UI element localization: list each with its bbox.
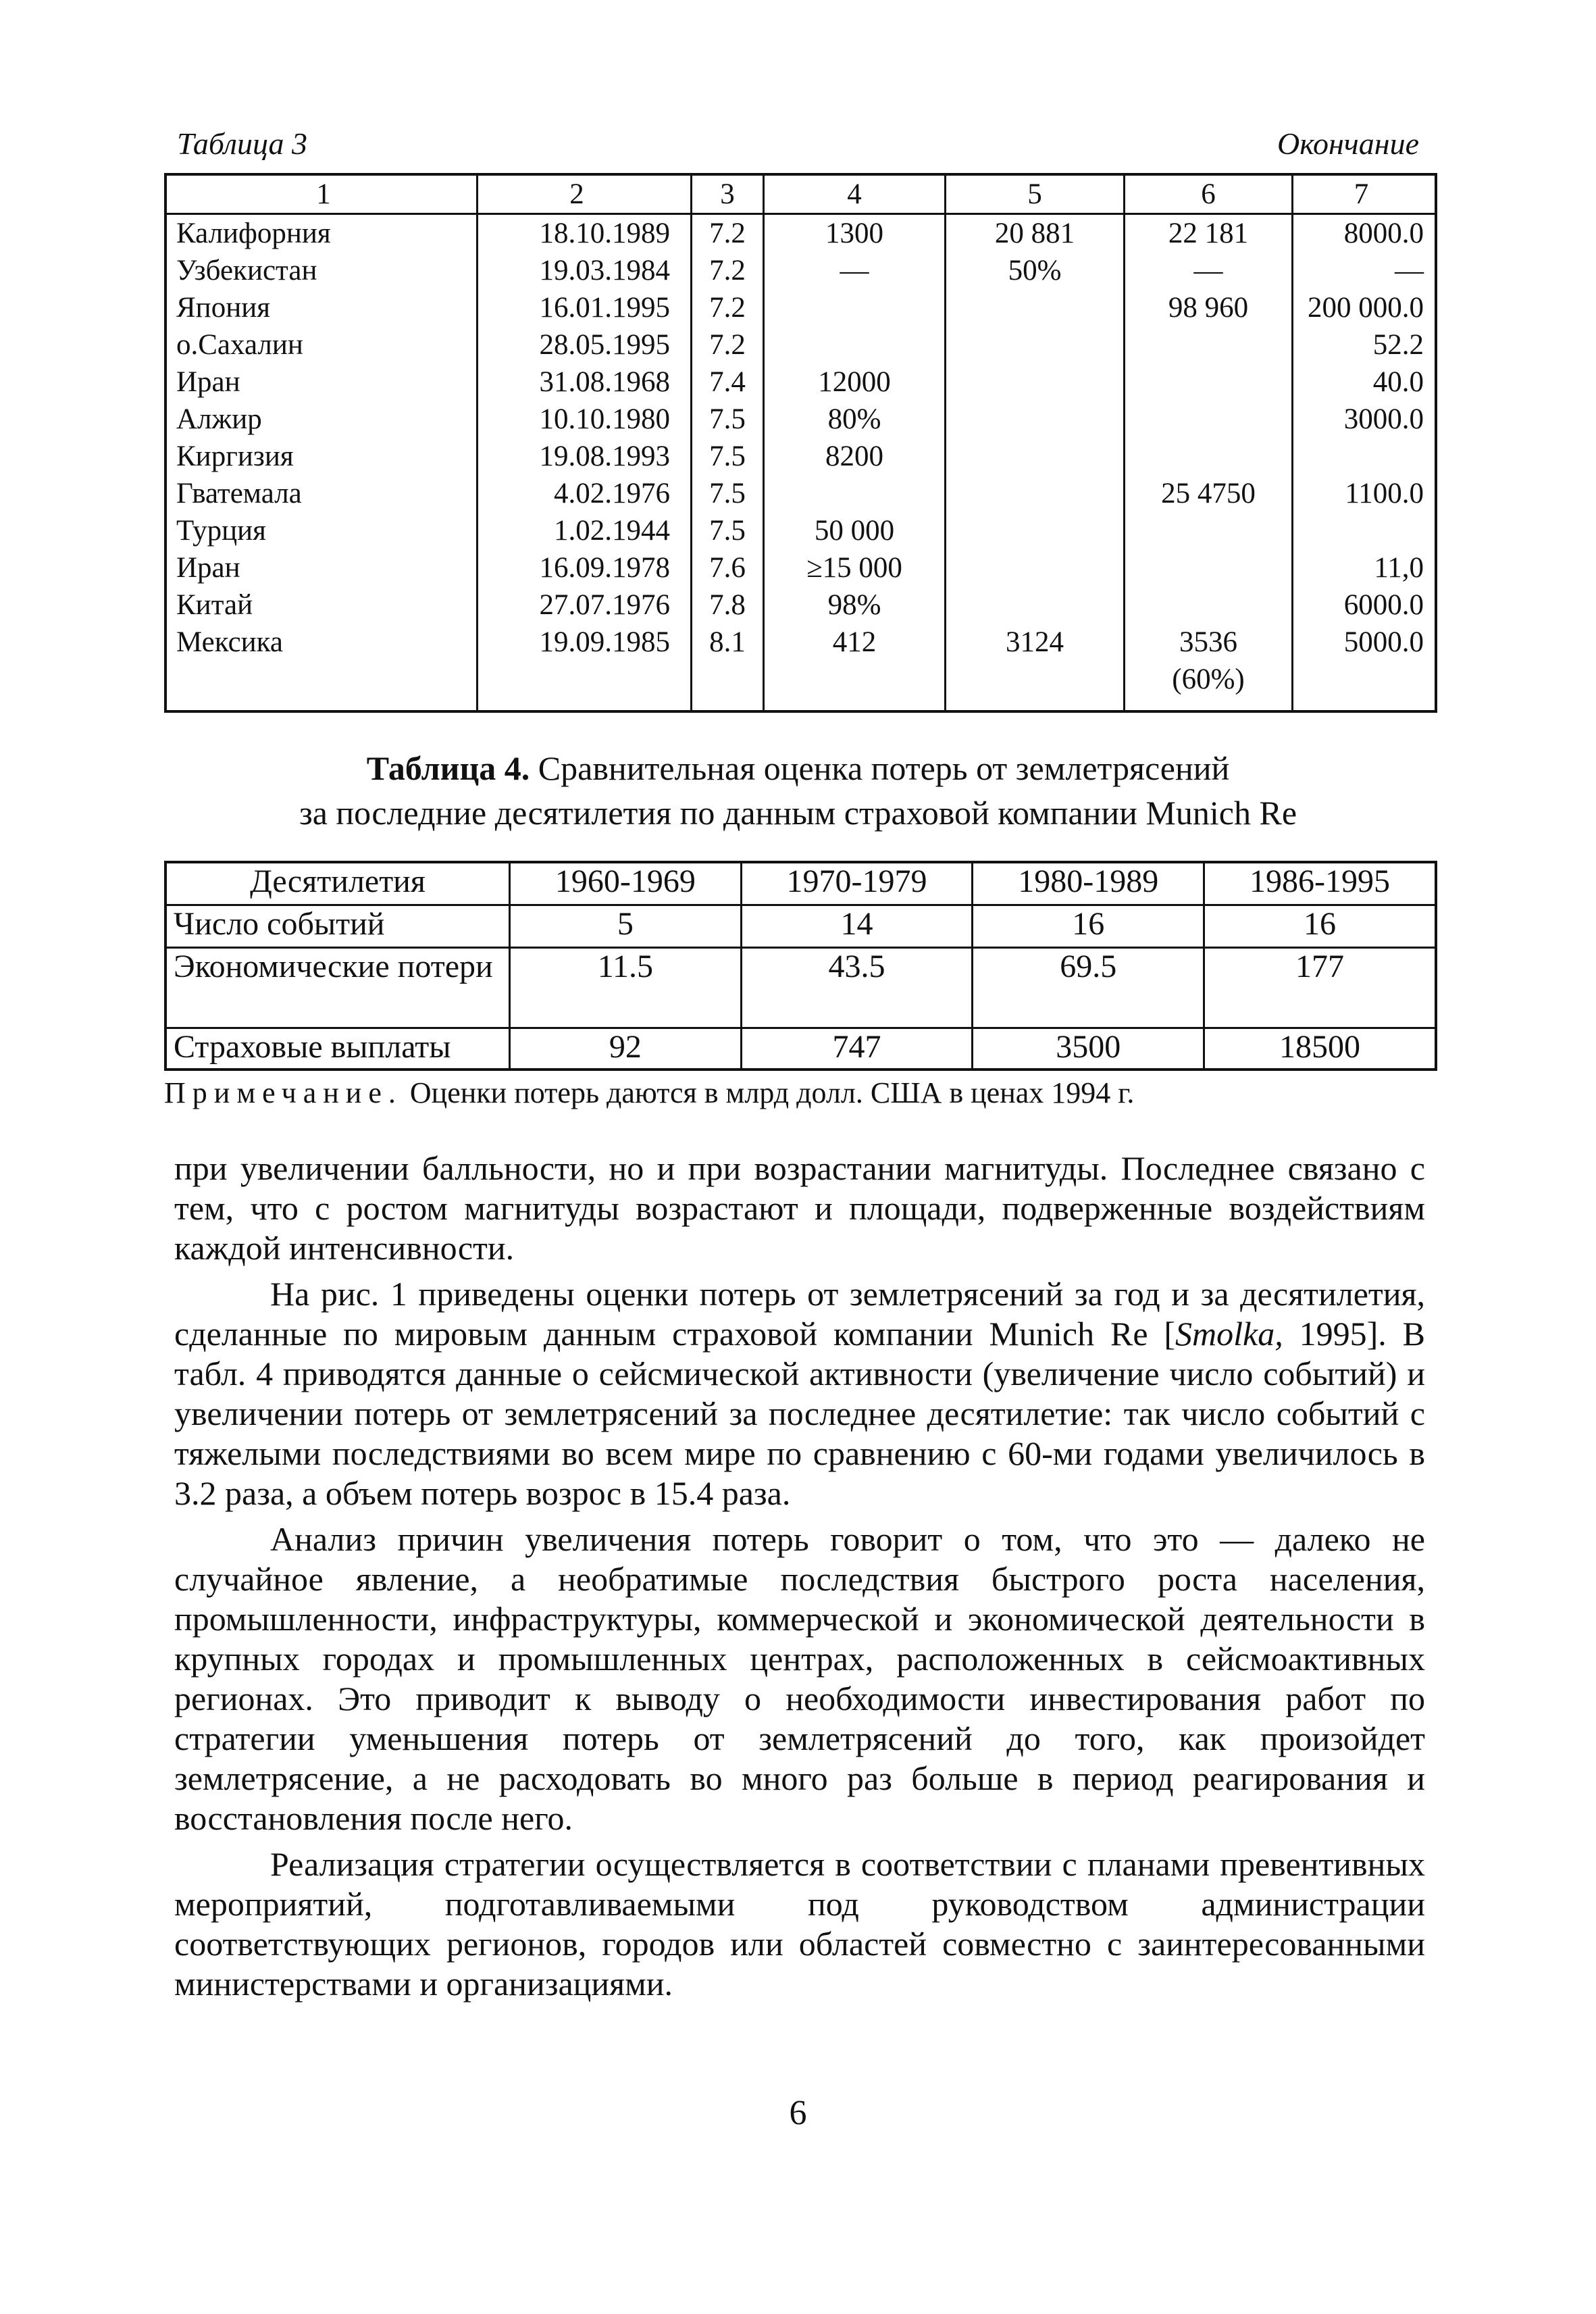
- table-cell: о.Сахалин: [165, 326, 478, 363]
- table3-header-cell: 5: [946, 174, 1125, 214]
- table-cell: Алжир: [165, 401, 478, 438]
- table-cell: 6000.0: [1293, 586, 1437, 624]
- paragraph-2-part-b: 1995]. В табл. 4 приводятся данные о сейсмической активности (увеличение число событий) и увеличении потерь от землетрясений за последнее десятилетие: так число событий с тяжелыми последствиями во всем мире по сравнению с 60-ми годами увеличилось в 3.2 раза, а объем потерь возрос в 15.4 раза.: [174, 1315, 1426, 1512]
- table-cell: [764, 289, 946, 326]
- table-cell: 8200: [764, 438, 946, 475]
- table-cell: [1293, 512, 1437, 549]
- table-cell-percent: (60%): [1172, 663, 1245, 695]
- table-cell: Узбекистан: [165, 252, 478, 289]
- table-cell: [946, 326, 1125, 363]
- table-cell: [1125, 363, 1293, 401]
- table4-row-label: Страховые выплаты: [165, 1028, 510, 1070]
- table-row: [165, 1028, 1436, 1070]
- table-cell: 5: [510, 905, 742, 948]
- table4-decade-header: 1980-1989: [973, 862, 1204, 905]
- table-cell: 10.10.1980: [478, 401, 692, 438]
- table-cell: 92: [510, 1028, 742, 1070]
- table-cell: —: [1293, 252, 1437, 289]
- table-cell: 98%: [764, 586, 946, 624]
- table-cell: [764, 475, 946, 512]
- table-cell: 25 4750: [1125, 475, 1293, 512]
- table-cell: Иран: [165, 363, 478, 401]
- page-number: 6: [789, 2094, 807, 2132]
- table-cell: 12000: [764, 363, 946, 401]
- table4-header-row: [165, 862, 1436, 905]
- table-cell: —: [1125, 252, 1293, 289]
- table-cell: Гватемала: [165, 475, 478, 512]
- paragraph-1: при увеличении балльности, но и при возрастании магнитуды. Последнее связано с тем, что с ростом магнитуды возрастают и площади, подверженные воздействиям каждой интенсивности.: [174, 1149, 1425, 1267]
- table3-header-cell: 6: [1125, 174, 1293, 214]
- table-row: [165, 549, 1436, 586]
- table-cell: 747: [741, 1028, 973, 1070]
- table-cell: 1100.0: [1293, 475, 1437, 512]
- table-cell: 14: [741, 905, 973, 948]
- table-row: [165, 214, 1436, 253]
- table-cell: 7.5: [692, 512, 764, 549]
- table-cell: 98 960: [1125, 289, 1293, 326]
- table-cell: 40.0: [1293, 363, 1437, 401]
- table-row: [165, 512, 1436, 549]
- paragraph-2: [174, 1274, 1425, 1513]
- table4-title: [0, 746, 1596, 835]
- table-cell: [1125, 512, 1293, 549]
- table3: [164, 173, 1437, 713]
- table-row: [165, 905, 1436, 948]
- table-cell: 5000.0: [1293, 624, 1437, 711]
- table-cell: 1300: [764, 214, 946, 253]
- table-cell: Китай: [165, 586, 478, 624]
- table-cell-value: 3536: [1179, 626, 1237, 658]
- table-cell: 3500: [973, 1028, 1204, 1070]
- table-cell: 80%: [764, 401, 946, 438]
- table4-decade-header: 1960-1969: [510, 862, 742, 905]
- citation-author: Smolka,: [1175, 1315, 1283, 1353]
- table-cell: 18.10.1989: [478, 214, 692, 253]
- table-cell: [1125, 438, 1293, 475]
- table-cell: 16: [1204, 905, 1436, 948]
- table3-header-cell: 7: [1293, 174, 1437, 214]
- table-cell: 3000.0: [1293, 401, 1437, 438]
- table3-header-cell: 3: [692, 174, 764, 214]
- table-row: [165, 401, 1436, 438]
- table4-title-line2: за последние десятилетия по данным страховой компании Munich Re: [299, 794, 1297, 832]
- table-row: [165, 363, 1436, 401]
- table-cell: 19.09.1985: [478, 624, 692, 711]
- table-cell: 11,0: [1293, 549, 1437, 586]
- table-cell: [1125, 326, 1293, 363]
- table-cell: 3124: [946, 624, 1125, 711]
- table4-title-line1: Сравнительная оценка потерь от землетрясений: [538, 749, 1230, 787]
- table-cell: [946, 475, 1125, 512]
- table-cell: [946, 438, 1125, 475]
- table-cell: 16.01.1995: [478, 289, 692, 326]
- table-cell: [1125, 549, 1293, 586]
- table4-note: [164, 1076, 1134, 1110]
- table-row: [165, 624, 1436, 711]
- table-cell: ≥15 000: [764, 549, 946, 586]
- table4-row-label: Число событий: [165, 905, 510, 948]
- table-cell: [1125, 401, 1293, 438]
- table-cell: 16.09.1978: [478, 549, 692, 586]
- table-row: [165, 586, 1436, 624]
- table-cell: Иран: [165, 549, 478, 586]
- table-cell: [946, 401, 1125, 438]
- table3-header-cell: 2: [478, 174, 692, 214]
- paragraph-2-part-a: На рис. 1 приведены оценки потерь от землетрясений за год и за десятилетия, сделанные по мировым данным страховой компании Munich Re [: [174, 1275, 1425, 1353]
- table-cell: 7.4: [692, 363, 764, 401]
- table-cell: Мексика: [165, 624, 478, 711]
- table-cell: 8.1: [692, 624, 764, 711]
- table-cell: 200 000.0: [1293, 289, 1437, 326]
- table-cell: [946, 363, 1125, 401]
- table-cell: 50%: [946, 252, 1125, 289]
- table-row: [165, 289, 1436, 326]
- table-cell: [946, 512, 1125, 549]
- table-cell: 7.5: [692, 475, 764, 512]
- table-cell: 27.07.1976: [478, 586, 692, 624]
- table3-continuation-label: Окончание: [1277, 126, 1419, 161]
- table-cell: 28.05.1995: [478, 326, 692, 363]
- table-cell: 31.08.1968: [478, 363, 692, 401]
- table-cell: 43.5: [741, 948, 973, 1028]
- body-text: [174, 1149, 1425, 2004]
- table4-decade-header: 1986-1995: [1204, 862, 1436, 905]
- table3-header-cell: 4: [764, 174, 946, 214]
- table-cell: [946, 586, 1125, 624]
- table-cell: [1293, 438, 1437, 475]
- table-cell: 7.5: [692, 401, 764, 438]
- table-cell: 7.8: [692, 586, 764, 624]
- table-cell: Япония: [165, 289, 478, 326]
- table-cell: 7.5: [692, 438, 764, 475]
- table-row: [165, 438, 1436, 475]
- table-cell: 7.6: [692, 549, 764, 586]
- table-row: [165, 948, 1436, 1028]
- paragraph-3: Анализ причин увеличения потерь говорит о том, что это — далеко не случайное явление, а необратимые последствия быстрого роста населения, промышленности, инфраструктуры, коммерческой и экономической деятельности в крупных городах и промышленных центрах, расположенных в сейсмоактивных регионах. Это приводит к выводу о необходимости инвестирования работ по стратегии уменьшения потерь от землетрясений до того, как произойдет землетрясение, а не расходовать во много раз больше в период реагирования и восстановления после него.: [174, 1520, 1425, 1837]
- paragraph-4: Реализация стратегии осуществляется в соответствии с планами превентивных мероприятий, подготавливаемыми под руководством администрации соответствующих регионов, городов или областей совместно с заинтересованными министерствами и организациями.: [174, 1845, 1425, 2003]
- note-text: Оценки потерь даются в млрд долл. США в ценах 1994 г.: [409, 1076, 1135, 1109]
- table-cell: Турция: [165, 512, 478, 549]
- table-cell: 412: [764, 624, 946, 711]
- table-row: [165, 475, 1436, 512]
- table-cell: 8000.0: [1293, 214, 1437, 253]
- table-cell: 19.03.1984: [478, 252, 692, 289]
- table4-header-label: Десятилетия: [165, 862, 510, 905]
- table-cell: 16: [973, 905, 1204, 948]
- table4-row-label: Экономические потери: [165, 948, 510, 1028]
- table-cell: 69.5: [973, 948, 1204, 1028]
- table-cell: [1125, 624, 1293, 711]
- table-cell: 177: [1204, 948, 1436, 1028]
- table-cell: [946, 549, 1125, 586]
- table-row: [165, 252, 1436, 289]
- table3-header-row: [165, 174, 1436, 214]
- table-cell: 7.2: [692, 214, 764, 253]
- table-cell: 50 000: [764, 512, 946, 549]
- table-cell: [1125, 586, 1293, 624]
- table-cell: 22 181: [1125, 214, 1293, 253]
- table-cell: —: [764, 252, 946, 289]
- table-cell: 52.2: [1293, 326, 1437, 363]
- table-cell: [764, 326, 946, 363]
- table-cell: 7.2: [692, 252, 764, 289]
- table-cell: 19.08.1993: [478, 438, 692, 475]
- table-cell: 11.5: [510, 948, 742, 1028]
- table4-title-label: Таблица 4.: [366, 749, 530, 787]
- table-cell: Киргизия: [165, 438, 478, 475]
- table-cell: 7.2: [692, 326, 764, 363]
- table4-decade-header: 1970-1979: [741, 862, 973, 905]
- table-cell: 20 881: [946, 214, 1125, 253]
- table4: [164, 861, 1437, 1071]
- table-cell: 18500: [1204, 1028, 1436, 1070]
- table3-header-cell: 1: [165, 174, 478, 214]
- table-cell: Калифорния: [165, 214, 478, 253]
- table-cell: 7.2: [692, 289, 764, 326]
- note-label: Примечание.: [164, 1076, 403, 1109]
- table-cell: [946, 289, 1125, 326]
- table-row: [165, 326, 1436, 363]
- table-cell: 1.02.1944: [478, 512, 692, 549]
- table3-caption: Таблица 3: [177, 126, 308, 161]
- table-cell: 4.02.1976: [478, 475, 692, 512]
